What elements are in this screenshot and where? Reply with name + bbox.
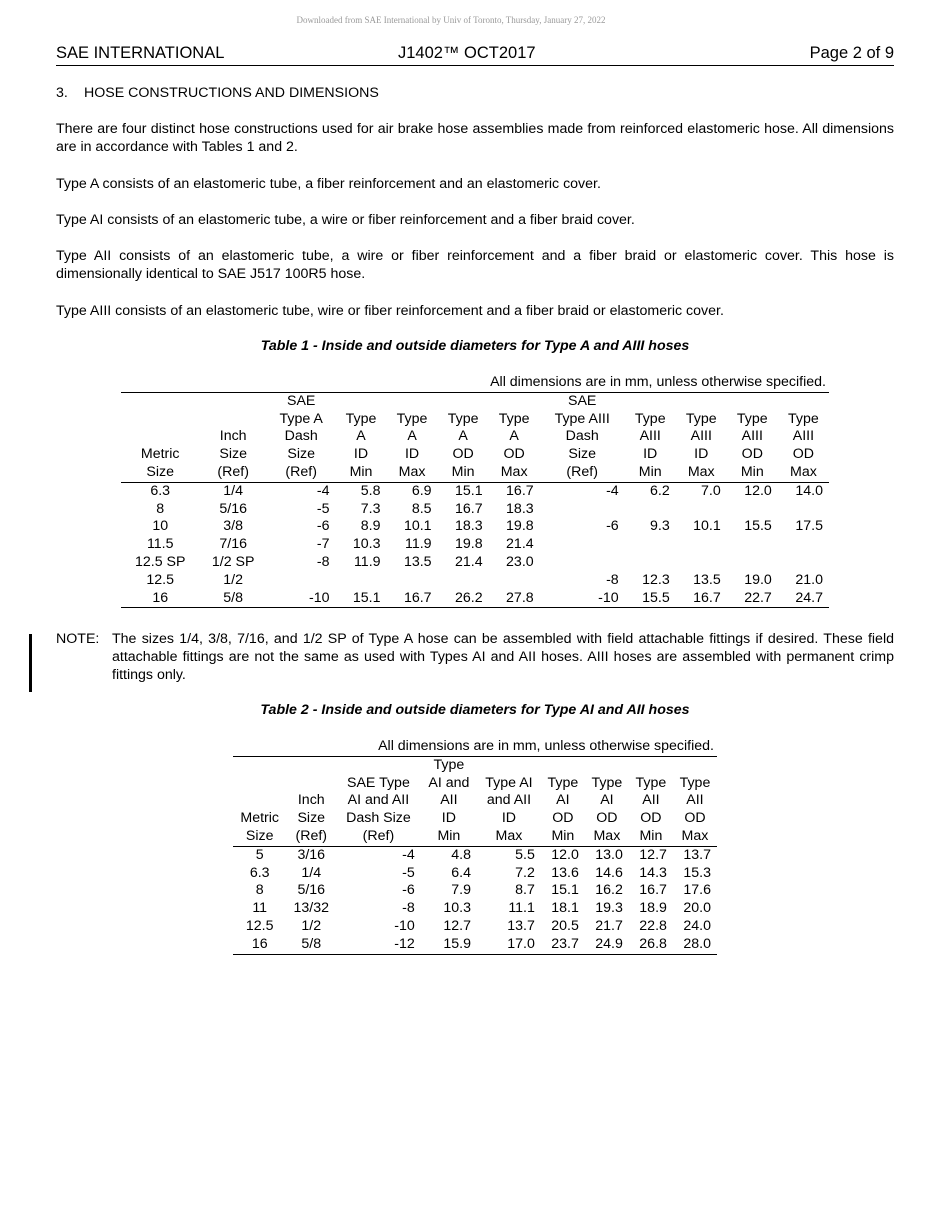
table-cell: 8.7 xyxy=(515,882,535,899)
table1-header-cell: A xyxy=(458,428,468,445)
table-cell: 5/8 xyxy=(301,935,322,952)
table1-header-cell: Max xyxy=(676,464,727,482)
table2-header-cell: AI xyxy=(556,792,570,809)
table-cell: 20.0 xyxy=(683,900,711,917)
table1-header-cell: A xyxy=(356,428,366,445)
table-cell: 6.9 xyxy=(411,482,432,499)
table1-header-cell: OD xyxy=(503,446,525,463)
page-header xyxy=(56,44,894,66)
table-cell: 17.5 xyxy=(795,518,823,535)
table-cell: 10.1 xyxy=(403,518,432,535)
table-cell: 5 xyxy=(255,846,264,863)
table1-header-cell: Min xyxy=(438,464,489,482)
table2-header-cell: SAE Type xyxy=(347,774,410,791)
table-cell: -5 xyxy=(402,864,415,881)
table1-header-cell: (Ref) xyxy=(540,464,625,482)
table-cell: -6 xyxy=(402,882,415,899)
table-cell: 13.7 xyxy=(683,846,711,863)
table-cell: 14.6 xyxy=(595,864,623,881)
table-cell xyxy=(727,501,778,519)
table1-header-cell: Type xyxy=(345,410,377,427)
table-cell: 7/16 xyxy=(219,536,247,553)
table2-header-cell: Type xyxy=(433,756,465,773)
table1-header-cell: ID xyxy=(404,446,420,463)
table1-header-cell: OD xyxy=(741,446,763,463)
table2-header-row xyxy=(233,756,717,774)
table1-header-cell xyxy=(121,392,199,410)
table2-caption: Table 2 - Inside and outside diameters for Type AI and AII hoses xyxy=(260,702,690,718)
table-row xyxy=(233,846,717,864)
table-cell: 8.5 xyxy=(411,500,432,517)
table1-header-cell xyxy=(121,411,199,429)
table-cell: 5/16 xyxy=(297,882,326,899)
table-cell: 18.9 xyxy=(639,900,667,917)
table1-header-cell: ID xyxy=(353,446,369,463)
table-cell: 23.0 xyxy=(506,553,534,570)
table-cell xyxy=(625,554,676,572)
table-cell: 10.3 xyxy=(443,900,472,917)
table1-header-cell: Type AIII xyxy=(554,410,610,427)
table2-header-cell: and AII xyxy=(486,792,532,809)
table2-header-cell: Max xyxy=(585,828,629,846)
table-cell: 16.7 xyxy=(403,589,432,606)
table1-header-cell: (Ref) xyxy=(199,464,266,482)
table-cell: 15.1 xyxy=(455,482,483,499)
table1-header-cell xyxy=(778,392,829,410)
table-cell: -4 xyxy=(316,482,330,499)
table-cell: 11.9 xyxy=(405,536,432,553)
table2-header-cell xyxy=(673,756,717,774)
table1-header-cell xyxy=(625,392,676,410)
table-cell: 7.0 xyxy=(701,482,721,499)
table-cell: 26.2 xyxy=(455,589,483,606)
table1-header-cell xyxy=(727,392,778,410)
table-cell: 21.4 xyxy=(506,536,534,553)
table2-header-cell xyxy=(233,756,286,774)
table2-header-cell: ID xyxy=(441,810,456,827)
table1-spec-note: All dimensions are in mm, unless otherwise specified. xyxy=(121,374,829,392)
table1-header-cell: Metric xyxy=(140,446,180,463)
table-cell: 5/16 xyxy=(219,500,247,517)
table1-header-cell: Size xyxy=(121,464,199,482)
table-cell xyxy=(778,501,829,519)
table1-header-cell: AIII xyxy=(792,428,815,445)
table-cell: 19.0 xyxy=(744,571,772,588)
table-cell: 16.2 xyxy=(595,882,623,899)
table1-header-cell: SAE xyxy=(567,392,597,409)
note-text: The sizes 1/4, 3/8, 7/16, and 1/2 SP of Type A hose can be assembled with field attachable fittings if desired. These field attachable fittings are not the same as used with Types AI and AII hoses. AIII hoses are assembled with permanent crimp fittings only. xyxy=(112,631,894,683)
table2-header-cell xyxy=(336,756,421,774)
table1-header-cell: (Ref) xyxy=(267,464,336,482)
table-cell: -10 xyxy=(598,589,619,606)
table-cell xyxy=(778,554,829,572)
revision-change-bar xyxy=(29,634,32,692)
table1-header-cell: OD xyxy=(452,446,474,463)
table-cell: 4.8 xyxy=(451,846,472,863)
table-cell: 13.7 xyxy=(507,917,535,934)
table-cell: 1/2 xyxy=(301,917,322,934)
table-cell: 12.0 xyxy=(744,482,772,499)
table2-header-row xyxy=(233,810,717,828)
table-row xyxy=(121,536,829,554)
table-cell: 5.5 xyxy=(515,846,535,863)
table-cell: 6.2 xyxy=(650,482,670,499)
table2-header-cell: OD xyxy=(684,810,706,827)
header-page-number: Page 2 of 9 xyxy=(809,44,894,62)
table-cell: -10 xyxy=(308,589,330,606)
table2-header-cell xyxy=(541,756,585,774)
table-cell: 16.7 xyxy=(693,589,721,606)
table1-header-cell: AIII xyxy=(741,428,763,445)
table-cell: 16 xyxy=(251,935,268,952)
table-row xyxy=(121,572,829,590)
table2-header-cell xyxy=(286,756,336,774)
table2-header-cell: Metric xyxy=(240,810,280,827)
table1-header-cell: Type xyxy=(447,410,479,427)
table-cell: 16.7 xyxy=(639,882,667,899)
table1-header-cell: OD xyxy=(792,446,815,463)
table-cell: 7.3 xyxy=(360,500,381,517)
table-cell: 28.0 xyxy=(683,935,711,952)
table2-header-cell: Size xyxy=(297,810,326,827)
table-cell: 6.4 xyxy=(451,864,472,881)
table-cell: 8 xyxy=(156,500,165,517)
header-document-id: J1402™ OCT2017 xyxy=(398,44,536,62)
table-cell: 12.5 xyxy=(245,917,274,934)
table-cell: 18.1 xyxy=(551,900,579,917)
table2-header-cell: ID xyxy=(501,810,517,827)
table-cell xyxy=(267,572,336,590)
table1-header-cell: Min xyxy=(727,464,778,482)
table2-header-cell: AI and xyxy=(428,774,470,791)
table1-header-cell: Inch xyxy=(219,428,247,445)
table-cell: -6 xyxy=(316,518,330,535)
table1-header-cell: Type xyxy=(498,410,530,427)
table-cell: 10.1 xyxy=(693,518,721,535)
table1-header-cell: A xyxy=(509,428,519,445)
table1-header-row xyxy=(121,464,829,482)
table-row xyxy=(233,882,717,900)
table-cell: 8.9 xyxy=(360,518,381,535)
table-cell: 19.8 xyxy=(455,536,483,553)
table2-header-cell xyxy=(477,756,541,774)
table-cell: 15.3 xyxy=(683,864,711,881)
table-cell xyxy=(676,501,727,519)
table-cell: -6 xyxy=(606,518,619,535)
table1-caption: Table 1 - Inside and outside diameters for Type A and AIII hoses xyxy=(260,338,690,354)
table-cell: 11 xyxy=(252,900,268,917)
table-cell xyxy=(489,572,540,590)
table1-header-cell: A xyxy=(407,428,417,445)
table-cell: -4 xyxy=(402,846,415,863)
table-cell: 10 xyxy=(152,518,169,535)
table2-spec-note: All dimensions are in mm, unless otherwise specified. xyxy=(233,738,717,756)
table2-header-cell: AII xyxy=(686,792,704,809)
table-cell: 21.4 xyxy=(455,553,483,570)
table2-header-cell xyxy=(585,756,629,774)
table-cell: 3/16 xyxy=(297,846,326,863)
table2-header-cell: AI and AII xyxy=(347,792,410,809)
table-cell: 26.8 xyxy=(639,935,667,952)
table2-header-cell xyxy=(233,775,286,793)
table1-header-cell xyxy=(199,411,266,429)
paragraph-type-a: Type A consists of an elastomeric tube, a fiber reinforcement and an elastomeric cover. xyxy=(56,176,601,192)
table1-header-cell: Dash xyxy=(565,428,599,445)
table2-header-cell: Type xyxy=(591,774,623,791)
table-cell: 5.8 xyxy=(360,482,381,499)
table2-header-cell: AII xyxy=(440,792,458,809)
table-cell: -10 xyxy=(394,917,415,934)
table2-header-cell: Min xyxy=(541,828,585,846)
table-cell: 10.3 xyxy=(352,536,381,553)
table-row xyxy=(121,482,829,500)
table2-header-cell: Type xyxy=(679,774,711,791)
table-cell: 6.3 xyxy=(150,482,171,499)
table-cell: 12.0 xyxy=(551,846,579,863)
download-watermark: Downloaded from SAE International by Univ of Toronto, Thursday, January 27, 2022 xyxy=(296,15,606,25)
table1-header-cell: Type xyxy=(396,410,428,427)
table-cell: 22.8 xyxy=(639,917,667,934)
table1-header-cell: Min xyxy=(625,464,676,482)
table1 xyxy=(121,374,829,608)
table1-header-row xyxy=(121,446,829,464)
paragraph-type-ai: Type AI consists of an elastomeric tube, a wire or fiber reinforcement and a fiber braid cover. xyxy=(56,212,635,228)
table-cell: 14.0 xyxy=(795,482,823,499)
table1-header-cell: Max xyxy=(778,464,829,482)
table-cell: 9.3 xyxy=(650,518,670,535)
table1-header-cell xyxy=(489,392,540,410)
table-row xyxy=(121,554,829,572)
table2-header-cell: Max xyxy=(673,828,717,846)
table1-header-row xyxy=(121,392,829,410)
table2-header-cell: Dash Size xyxy=(346,810,411,827)
table-cell: 19.8 xyxy=(506,518,534,535)
table-cell: -8 xyxy=(316,553,330,570)
table-cell: 23.7 xyxy=(551,935,579,952)
table-cell: 24.9 xyxy=(595,935,623,952)
table1-header-cell: AIII xyxy=(639,428,661,445)
table-cell: 13.5 xyxy=(403,553,432,570)
header-organization: SAE INTERNATIONAL xyxy=(56,44,225,62)
table1-header-cell xyxy=(387,392,438,410)
table-cell xyxy=(540,536,625,554)
table1-header-cell xyxy=(335,392,386,410)
table-row xyxy=(233,936,717,954)
table2-header-cell: Min xyxy=(629,828,673,846)
table-cell: 7.9 xyxy=(451,882,472,899)
table2-header-cell: AI xyxy=(600,792,614,809)
table-cell: -7 xyxy=(316,536,330,553)
table-row xyxy=(121,590,829,608)
table-cell xyxy=(625,501,676,519)
table-cell xyxy=(540,554,625,572)
table-cell: 13.0 xyxy=(595,846,623,863)
table-cell: -4 xyxy=(606,482,619,499)
section-title: HOSE CONSTRUCTIONS AND DIMENSIONS xyxy=(84,85,379,101)
table-cell: 1/4 xyxy=(223,482,244,499)
table-cell: 1/4 xyxy=(301,864,322,881)
table-cell: 16.7 xyxy=(455,500,483,517)
table1-header-cell: Size xyxy=(219,446,247,463)
table1-header-cell: Type xyxy=(634,410,666,427)
table-cell: 20.5 xyxy=(551,917,579,934)
table1-header-cell: Min xyxy=(335,464,386,482)
table-cell: 19.3 xyxy=(595,900,623,917)
table2-header-cell: OD xyxy=(640,810,662,827)
table-cell xyxy=(676,554,727,572)
table2-header-cell xyxy=(286,775,336,793)
table1-header-cell: Max xyxy=(387,464,438,482)
paragraph-type-aii: Type AII consists of an elastomeric tube, a wire or fiber reinforcement and a fiber braid or elastomeric cover. This hose is dimensionally identical to SAE J517 100R5 hose. xyxy=(56,248,894,282)
paragraph-type-aiii: Type AIII consists of an elastomeric tube, wire or fiber reinforcement and a fiber braid or elastomeric cover. xyxy=(56,303,724,319)
table1-header-cell: Type xyxy=(685,410,717,427)
table2-header-row xyxy=(233,775,717,793)
table2-header-cell: Inch xyxy=(297,792,325,809)
section-number: 3. xyxy=(56,85,68,101)
table2-header-cell: Type xyxy=(635,774,667,791)
table-cell xyxy=(540,501,625,519)
table-cell xyxy=(676,536,727,554)
table2-header-cell xyxy=(233,792,286,810)
table-cell: 13/32 xyxy=(293,900,330,917)
table-cell: 3/8 xyxy=(223,518,244,535)
table-cell: -12 xyxy=(394,935,415,952)
table-cell: 17.6 xyxy=(683,882,711,899)
table2-header-cell: (Ref) xyxy=(336,828,421,846)
table1-header-cell xyxy=(676,392,727,410)
section-heading xyxy=(56,84,894,102)
table1-header-cell: SAE xyxy=(287,392,316,409)
table-cell xyxy=(727,554,778,572)
table1-header-cell: Type A xyxy=(279,410,323,427)
table2-header-cell: OD xyxy=(596,810,618,827)
table-cell: 18.3 xyxy=(506,500,534,517)
table2-header-row xyxy=(233,792,717,810)
table1-header-row xyxy=(121,428,829,446)
table2-header-cell: Type AI xyxy=(485,774,533,791)
table2 xyxy=(233,738,717,955)
table-cell: 12.5 xyxy=(146,571,175,588)
table-row xyxy=(233,900,717,918)
table-cell: -5 xyxy=(316,500,330,517)
table-cell: 12.7 xyxy=(443,917,472,934)
table-cell: 21.0 xyxy=(795,571,823,588)
table2-header-cell: AII xyxy=(642,792,660,809)
table-cell: 18.3 xyxy=(455,518,483,535)
table2-header-cell: Type xyxy=(547,774,579,791)
table2-header-cell: Min xyxy=(421,828,477,846)
table2-header-cell: Size xyxy=(233,828,286,846)
table1-header-cell xyxy=(199,392,266,410)
table-cell: 1/2 SP xyxy=(211,553,255,570)
table-cell: 6.3 xyxy=(249,864,270,881)
table-cell: 1/2 xyxy=(223,571,244,588)
table-cell: 7.2 xyxy=(515,864,535,881)
table-cell xyxy=(625,536,676,554)
table1-header-cell: Dash xyxy=(284,428,318,445)
table1-header-cell: ID xyxy=(643,446,658,463)
table-cell: 8 xyxy=(255,882,264,899)
table-cell: 11.5 xyxy=(146,536,174,553)
table-cell: 27.8 xyxy=(506,589,534,606)
table-cell: 22.7 xyxy=(744,589,772,606)
table-cell: 15.1 xyxy=(551,882,579,899)
table-cell: 24.0 xyxy=(683,917,711,934)
table-cell xyxy=(438,572,489,590)
table-row xyxy=(233,918,717,936)
table2-header-row xyxy=(233,828,717,846)
table-cell: 15.9 xyxy=(443,935,472,952)
table1-header-cell: Max xyxy=(489,464,540,482)
table-row xyxy=(233,865,717,883)
table-cell: 15.5 xyxy=(744,518,772,535)
table-cell: 11.9 xyxy=(353,553,381,570)
table1-header-cell: Size xyxy=(287,446,315,463)
table-cell: 12.7 xyxy=(639,846,667,863)
table-cell: -8 xyxy=(606,571,619,588)
table-cell: 14.3 xyxy=(639,864,667,881)
table-cell: 16 xyxy=(152,589,169,606)
table-cell: 11.1 xyxy=(508,900,535,917)
table-row xyxy=(121,501,829,519)
table-cell: -8 xyxy=(402,900,415,917)
table-cell: 15.5 xyxy=(642,589,670,606)
table2-header-cell: OD xyxy=(552,810,574,827)
table-cell xyxy=(335,572,386,590)
table1-header-cell xyxy=(438,392,489,410)
table-cell: 24.7 xyxy=(795,589,823,606)
table-cell: 16.7 xyxy=(506,482,534,499)
paragraph-intro: There are four distinct hose constructions used for air brake hose assemblies made from reinforced elastomeric hose. All dimensions are in accordance with Tables 1 and 2. xyxy=(56,121,894,155)
table-cell xyxy=(778,536,829,554)
note-label: NOTE: xyxy=(56,631,100,647)
table1-header-cell: Type xyxy=(788,410,819,427)
table1-header-cell: AIII xyxy=(690,428,712,445)
table-cell: 15.1 xyxy=(352,589,381,606)
table-cell: 12.5 SP xyxy=(134,553,186,570)
table1-header-cell: Size xyxy=(568,446,596,463)
table2-header-cell: (Ref) xyxy=(286,828,336,846)
table-cell: 17.0 xyxy=(507,935,535,952)
table-cell xyxy=(727,536,778,554)
table-cell: 13.6 xyxy=(551,864,579,881)
table-row xyxy=(121,518,829,536)
table-cell: 21.7 xyxy=(595,917,623,934)
table1-header-row xyxy=(121,411,829,429)
table-cell xyxy=(387,572,438,590)
table2-header-cell xyxy=(629,756,673,774)
table1-header-cell: Type xyxy=(736,410,768,427)
table-cell: 13.5 xyxy=(693,571,721,588)
table1-header-cell xyxy=(121,428,199,446)
table2-header-cell: Max xyxy=(477,828,541,846)
table1-header-cell: ID xyxy=(694,446,709,463)
table-cell: 5/8 xyxy=(223,589,244,606)
table-cell: 12.3 xyxy=(642,571,670,588)
